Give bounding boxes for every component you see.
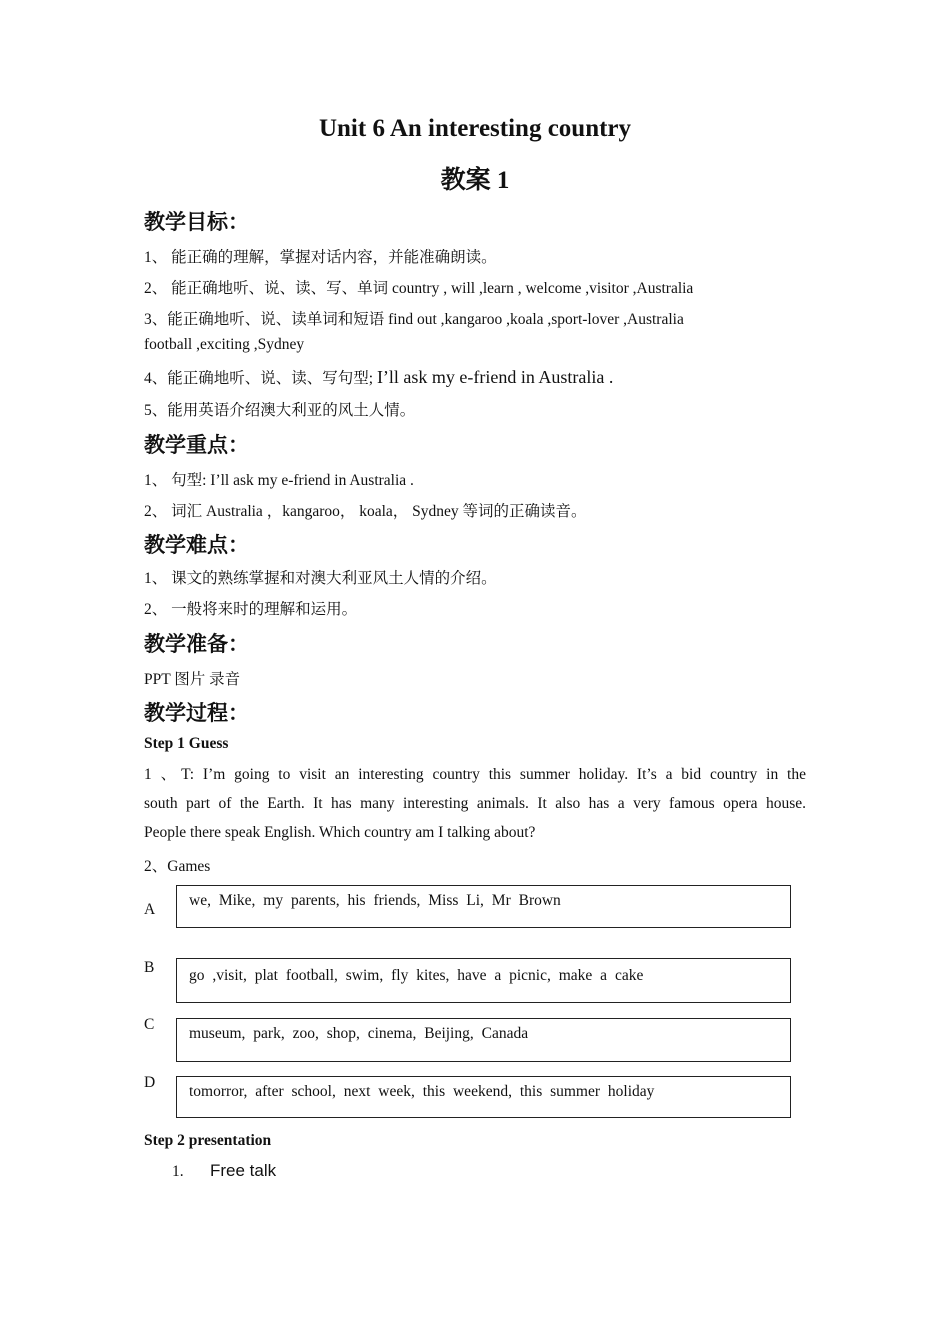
game-box: tomorror, after school, next week, this weekend, this summer holiday: [176, 1076, 791, 1118]
step1-paragraph-line: 1 、T: I’m going to visit an interesting country this summer holiday. It’s a bid country in the: [144, 766, 806, 783]
preparation-heading: 教学准备：: [144, 632, 249, 656]
objective-item: 3、能正确地听、说、读单词和短语 find out ,kangaroo ,koala ,sport-lover ,Australia: [144, 311, 684, 328]
step1-paragraph-line: People there speak English. Which country am I talking about?: [144, 824, 536, 841]
games-label: 2、Games: [144, 858, 211, 875]
step2-item-number: 1.: [172, 1163, 184, 1180]
difficulties-heading: 教学难点：: [144, 533, 249, 557]
objectives-heading: 教学目标：: [144, 210, 249, 234]
game-box: museum, park, zoo, shop, cinema, Beijing, Canada: [176, 1018, 791, 1062]
game-row-label: D: [144, 1074, 156, 1091]
key-point-item: 1、 句型: I’ll ask my e-friend in Australia .: [144, 472, 414, 489]
objective-item-prefix: 4、能正确地听、说、读、写句型;: [144, 370, 377, 387]
process-heading: 教学过程：: [144, 701, 249, 725]
game-row-label: A: [144, 901, 156, 918]
document-subtitle: 教案 1: [440, 167, 510, 194]
step1-title: Step 1 Guess: [144, 735, 229, 752]
objective-item: [144, 366, 613, 388]
game-box: we, Mike, my parents, his friends, Miss Li, Mr Brown: [176, 885, 791, 928]
game-box: go ,visit, plat football, swim, fly kites, have a picnic, make a cake: [176, 958, 791, 1003]
game-row-label: B: [144, 959, 155, 976]
step1-paragraph: [144, 760, 806, 847]
step2-item-text: Free talk: [210, 1161, 277, 1180]
objective-item-continued: football ,exciting ,Sydney: [144, 336, 305, 353]
objective-item: 1、 能正确的理解，掌握对话内容，并能准确朗读。: [144, 249, 497, 266]
step1-paragraph-line: south part of the Earth. It has many interesting animals. It also has a very famous opera house.: [144, 795, 806, 812]
objective-item: 2、 能正确地听、说、读、写、单词 country , will ,learn , welcome ,visitor ,Australia: [144, 280, 694, 297]
key-point-item: 2、 词汇 Australia ，kangaroo， koala， Sydney 等词的正确读音。: [144, 503, 587, 520]
difficulty-item: 1、 课文的熟练掌握和对澳大利亚风土人情的介绍。: [144, 570, 497, 587]
game-row-label: C: [144, 1016, 155, 1033]
document-title: Unit 6 An interesting country: [318, 115, 632, 142]
key-points-heading: 教学重点：: [144, 433, 249, 457]
step2-title: Step 2 presentation: [144, 1132, 272, 1149]
difficulty-item: 2、 一般将来时的理解和运用。: [144, 601, 358, 618]
preparation-text: PPT 图片 录音: [144, 671, 241, 688]
objective-item: 5、能用英语介绍澳大利亚的风土人情。: [144, 402, 416, 419]
objective-item-sentence: I’ll ask my e-friend in Australia .: [376, 367, 614, 387]
